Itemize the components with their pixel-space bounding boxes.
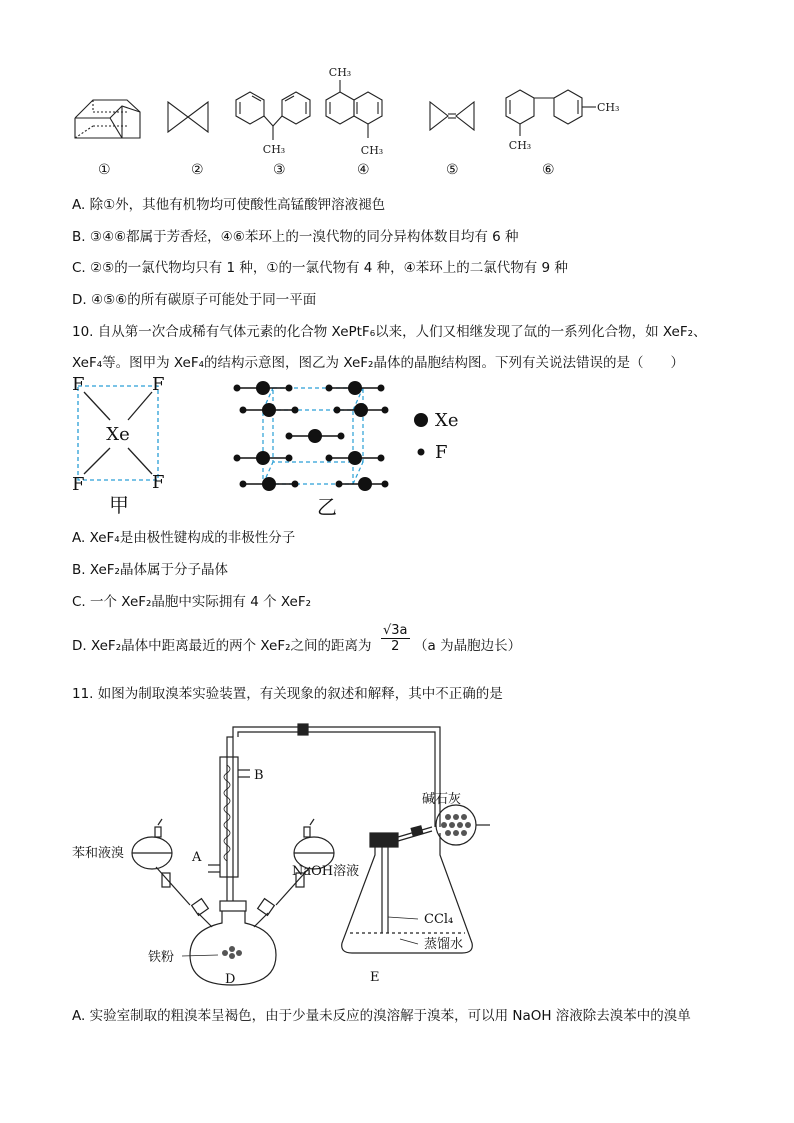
structure-label-3: ③ <box>273 162 286 178</box>
q9-option-a: A. 除①外，其他有机物均可使酸性高锰酸钾溶液褪色 <box>72 197 386 213</box>
structure-label-6: ⑥ <box>542 162 555 178</box>
q9-option-c: C. ②⑤的一氯代物均只有 1 种，①的一氯代物有 4 种，④苯环上的二氯代物有 9 种 <box>72 260 568 276</box>
label-flask-d: D <box>225 972 236 987</box>
legend-f-label: F <box>435 442 448 463</box>
bromobenzene-apparatus <box>70 715 630 995</box>
q10-option-b: B. XeF₂晶体属于分子晶体 <box>72 562 228 578</box>
fraction-numerator: √3a <box>383 623 408 638</box>
label-iron: 铁粉 <box>148 950 175 965</box>
label-soda-lime: 碱石灰 <box>422 792 462 807</box>
methyl-label: CH₃ <box>328 66 352 79</box>
label-b: B <box>254 768 264 783</box>
legend-f-dot <box>418 449 425 456</box>
legend-xe-dot <box>414 413 428 427</box>
fluorine-label: F <box>72 374 85 395</box>
structure-1-cage <box>75 100 140 138</box>
structure-3-fluorene <box>236 92 310 140</box>
structure-label-2: ② <box>191 162 204 178</box>
q10-option-d-note: （a 为晶胞边长） <box>414 638 522 654</box>
figure-jia-caption: 甲 <box>109 493 129 517</box>
structure-4-naphthalene <box>326 80 382 138</box>
fluorine-label: F <box>152 472 165 493</box>
q10-stem-line1: 10. 自从第一次合成稀有气体元素的化合物 XePtF₆以来，人们又相继发现了氙的一系列化合物，如 XeF₂、 <box>72 324 707 340</box>
q11-option-a: A. 实验室制取的粗溴苯呈褐色，由于少量未反应的溴溶解于溴苯，可以用 NaOH 溶液除去溴苯中的溴单 <box>72 1008 691 1024</box>
methyl-label: CH₃ <box>360 144 384 157</box>
q9-option-d: D. ④⑤⑥的所有碳原子可能处于同一平面 <box>72 292 317 308</box>
structure-label-4: ④ <box>357 162 370 178</box>
q10-stem-line2: XeF₄等。图甲为 XeF₄的结构示意图，图乙为 XeF₂晶体的晶胞结构图。下列有关说法错误的是（ ） <box>72 355 684 371</box>
methyl-label: CH₃ <box>262 143 286 156</box>
structure-label-5: ⑤ <box>446 162 459 178</box>
fluorine-label: F <box>72 474 85 495</box>
q10-option-d-text: D. XeF₂晶体中距离最近的两个 XeF₂之间的距离为 <box>72 638 372 654</box>
methyl-label: CH₃ <box>508 139 532 152</box>
label-ccl4: CCl₄ <box>424 912 454 927</box>
figure-yi-caption: 乙 <box>317 495 337 519</box>
label-benzene-bromine: 苯和液溴 <box>72 846 125 861</box>
fluorine-label: F <box>152 374 165 395</box>
q9-option-b: B. ③④⑥都属于芳香烃，④⑥苯环上的一溴代物的同分异构体数目均有 6 种 <box>72 229 519 245</box>
structure-6-biphenyl <box>506 90 596 136</box>
q10-option-d-fraction <box>381 623 410 654</box>
label-naoh: NaOH溶液 <box>292 864 360 879</box>
q11-stem: 11. 如图为制取溴苯实验装置，有关现象的叙述和解释，其中不正确的是 <box>72 686 503 702</box>
q10-option-c: C. 一个 XeF₂晶胞中实际拥有 4 个 XeF₂ <box>72 594 312 610</box>
figure-yi <box>225 372 485 522</box>
structure-2-spiro <box>168 102 208 132</box>
label-water: 蒸馏水 <box>424 937 464 952</box>
fraction-denominator: 2 <box>391 639 400 654</box>
xenon-label: Xe <box>106 424 130 445</box>
label-condenser-a: A <box>192 850 202 865</box>
methyl-label: CH₃ <box>597 101 620 114</box>
legend-xe-label: Xe <box>435 410 459 431</box>
q10-option-a: A. XeF₄是由极性键构成的非极性分子 <box>72 530 296 546</box>
label-flask-e: E <box>370 970 380 985</box>
structure-label-1: ① <box>98 162 111 178</box>
figure-jia <box>66 372 176 522</box>
structure-5-bicyclopropylidene <box>430 102 474 130</box>
